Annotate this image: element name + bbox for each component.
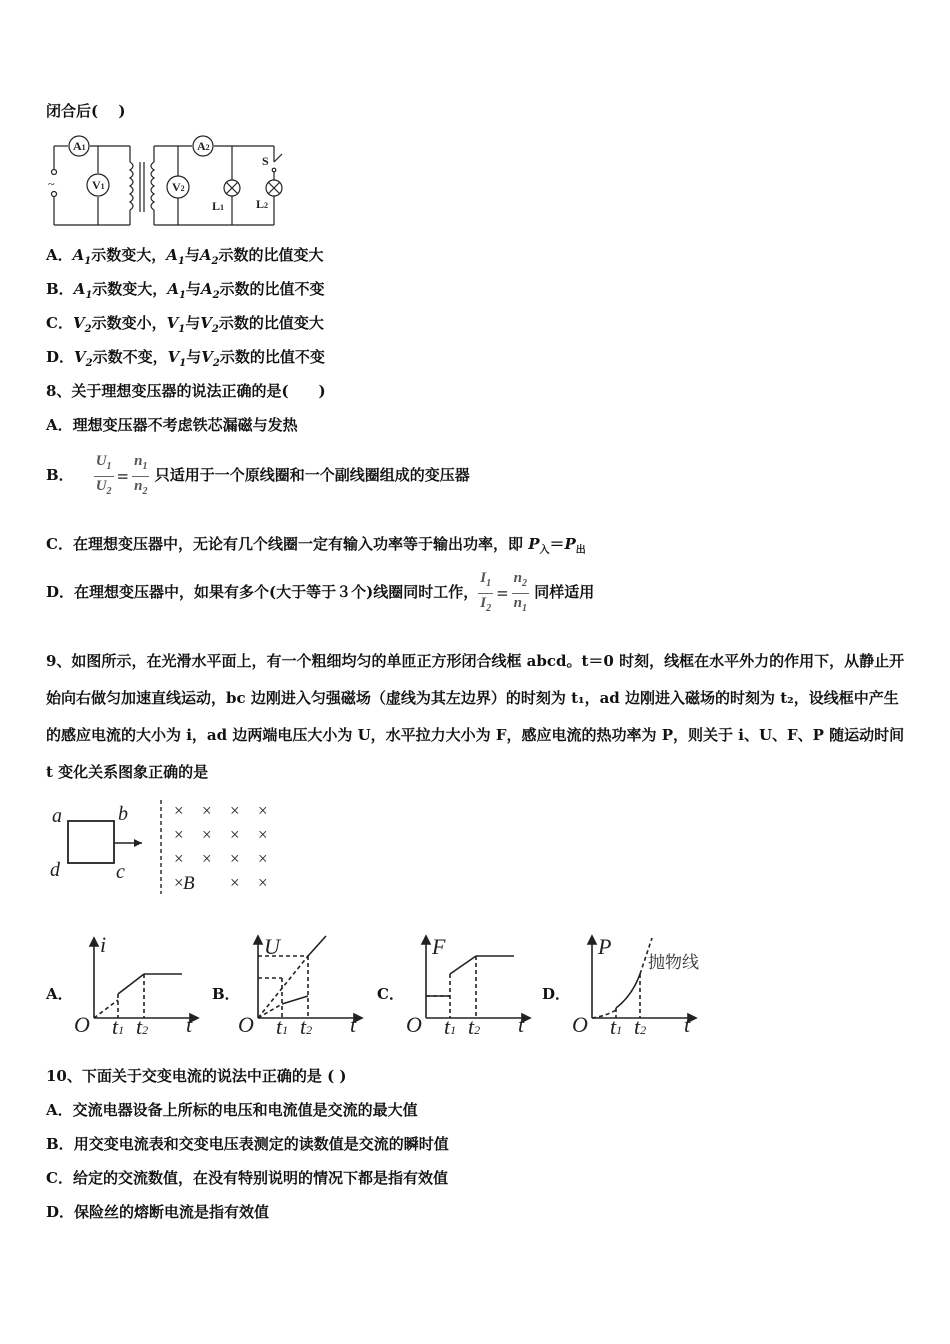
field-cross-icon: × bbox=[174, 849, 184, 868]
svg-text:L2: L2 bbox=[256, 197, 269, 211]
formula-n1-n2: $\frac{n_1}{n_2}$ bbox=[134, 452, 148, 497]
axis-t-label: t bbox=[350, 1012, 357, 1037]
svg-text:A1: A1 bbox=[73, 139, 86, 153]
svg-text:V1: V1 bbox=[92, 178, 105, 192]
loop-and-field-figure bbox=[44, 796, 284, 898]
axis-u-label: U bbox=[264, 934, 280, 959]
switch-s-label: S bbox=[262, 154, 269, 168]
q7-option-b[interactable]: B．$A_1$示数变大，$A_1$与$A_2$示数的比值不变 bbox=[46, 280, 325, 301]
ammeter-a2-label: A bbox=[197, 139, 206, 153]
q9-graph-b[interactable] bbox=[236, 930, 366, 1038]
q9-option-b-label[interactable]: B． bbox=[212, 985, 240, 1003]
q8-option-d[interactable]: D．在理想变压器中，如果有多个(大于等于３个)线圈同时工作， $\frac{I_1}{I_2}$ = $\frac{n_2}{n_1}$ 同样适用 bbox=[46, 568, 594, 616]
origin-o-label: O bbox=[572, 1012, 588, 1037]
svg-text:t2: t2 bbox=[136, 1014, 149, 1038]
formula-u1-u2: $\frac{U_1}{U_2}$ bbox=[95, 452, 112, 497]
t1-label: t bbox=[112, 1014, 119, 1038]
svg-text:V2: V2 bbox=[172, 180, 185, 194]
voltmeter-v1-label: V bbox=[92, 178, 101, 192]
axis-p-label: P bbox=[598, 934, 612, 959]
formula-n2-n1: $\frac{n_2}{n_1}$ bbox=[513, 569, 527, 614]
field-cross-icon: × bbox=[258, 825, 268, 844]
field-cross-icon: × bbox=[258, 801, 268, 820]
svg-text:t1: t1 bbox=[112, 1014, 125, 1038]
field-cross-icon: × bbox=[258, 849, 268, 868]
svg-text:t2: t2 bbox=[634, 1014, 647, 1038]
q10-option-c[interactable]: C．给定的交流数值，在没有特别说明的情况下都是指有效值 bbox=[46, 1169, 448, 1187]
lamp-l1-label: L bbox=[212, 199, 221, 213]
q10-option-a[interactable]: A．交流电器设备上所标的电压和电流值是交流的最大值 bbox=[46, 1101, 418, 1119]
q9-option-d-label[interactable]: D． bbox=[542, 985, 571, 1003]
transformer-circuit-diagram bbox=[44, 132, 294, 228]
svg-text:t2: t2 bbox=[300, 1014, 313, 1038]
q10-option-b[interactable]: B．用交变电流表和交变电压表测定的读数值是交流的瞬时值 bbox=[46, 1135, 449, 1153]
corner-d-label: d bbox=[50, 859, 60, 881]
corner-a-label: a bbox=[52, 805, 62, 827]
ammeter-a1-label: A bbox=[73, 139, 82, 153]
parabola-note: 抛物线 bbox=[648, 953, 699, 972]
q7-option-d[interactable]: D．$V_2$示数不变，$V_1$与$V_2$示数的比值不变 bbox=[46, 348, 325, 369]
q10-stem: 10、下面关于交变电流的说法中正确的是 ( ) bbox=[46, 1067, 347, 1085]
field-cross-icon: × bbox=[258, 873, 268, 892]
field-cross-icon: × bbox=[174, 801, 184, 820]
field-cross-icon: × bbox=[230, 825, 240, 844]
ac-source-icon: ~ bbox=[48, 177, 55, 191]
t2-label: t bbox=[634, 1014, 641, 1038]
svg-text:t1: t1 bbox=[276, 1014, 289, 1038]
axis-t-label: t bbox=[518, 1012, 525, 1037]
axis-i-label: i bbox=[100, 934, 107, 957]
q9-graph-d[interactable] bbox=[570, 930, 720, 1038]
field-cross-icon: × bbox=[230, 873, 240, 892]
t1-label: t bbox=[444, 1014, 451, 1038]
q8-option-c[interactable]: C．在理想变压器中，无论有几个线圈一定有输入功率等于输出功率，即 $P_入=P_出$ bbox=[46, 535, 586, 556]
q7-option-a[interactable]: A．$A_1$示数变大，$A_1$与$A_2$示数的比值变大 bbox=[46, 246, 324, 267]
svg-text:t1: t1 bbox=[610, 1014, 623, 1038]
q7-option-c[interactable]: C．$V_2$示数变小，$V_1$与$V_2$示数的比值变大 bbox=[46, 314, 324, 335]
q8-stem: 8、关于理想变压器的说法正确的是( ) bbox=[46, 382, 326, 400]
t2-label: t bbox=[468, 1014, 475, 1038]
svg-text:L1: L1 bbox=[212, 199, 225, 213]
q8-option-a[interactable]: A．理想变压器不考虑铁芯漏磁与发热 bbox=[46, 416, 298, 434]
field-cross-icon: × bbox=[202, 849, 212, 868]
field-cross-icon: × bbox=[230, 801, 240, 820]
q9-option-a-label[interactable]: A． bbox=[46, 985, 73, 1003]
t1-label: t bbox=[276, 1014, 283, 1038]
q9-graph-c[interactable] bbox=[404, 930, 534, 1038]
corner-b-label: b bbox=[118, 803, 128, 825]
origin-o-label: O bbox=[238, 1012, 254, 1037]
field-cross-icon: × bbox=[202, 825, 212, 844]
lamp-l2-label: L bbox=[256, 197, 265, 211]
t1-label: t bbox=[610, 1014, 617, 1038]
axis-f-label: F bbox=[432, 934, 446, 959]
svg-text:t2: t2 bbox=[468, 1014, 481, 1038]
t2-label: t bbox=[300, 1014, 307, 1038]
axis-t-label: t bbox=[684, 1012, 691, 1037]
q10-option-d[interactable]: D．保险丝的熔断电流是指有效值 bbox=[46, 1203, 270, 1221]
field-b-label: B bbox=[183, 873, 195, 894]
corner-c-label: c bbox=[116, 861, 125, 883]
origin-o-label: O bbox=[74, 1012, 90, 1037]
origin-o-label: O bbox=[406, 1012, 422, 1037]
t2-label: t bbox=[136, 1014, 143, 1038]
field-cross-icon: × bbox=[202, 801, 212, 820]
q8-option-b[interactable]: B． $\frac{U_1}{U_2}$ = $\frac{n_1}{n_2}$ 只适用于一个原线圈和一个副线圈组成的变压器 bbox=[46, 451, 470, 499]
svg-text:t1: t1 bbox=[444, 1014, 457, 1038]
intro-text: 闭合后( ) bbox=[46, 102, 126, 120]
axis-t-label: t bbox=[186, 1012, 193, 1037]
svg-text:A2: A2 bbox=[197, 139, 210, 153]
formula-i1-i2: $\frac{I_1}{I_2}$ bbox=[480, 569, 492, 614]
q9-graph-a[interactable] bbox=[72, 934, 202, 1038]
q9-option-c-label[interactable]: C． bbox=[377, 985, 404, 1003]
field-cross-icon: × bbox=[230, 849, 240, 868]
field-cross-icon: × bbox=[174, 825, 184, 844]
q9-stem: 9、如图所示，在光滑水平面上，有一个粗细均匀的单匝正方形闭合线框 abcd。t＝0 时刻，线框在水平外力的作用下，从静止开始向右做匀加速直线运动，bc 边刚进入匀强磁场（虚线为其左边界）的时刻为 t₁，ad 边刚进入磁场的时刻为 t₂，设线框中产生的感应电流的大小为 i，ad 边两端电压大小为 U，水平拉力大小为 F，感应电流的热功率为 P，则关于 i、U、F、P 随运动时间 t 变化关系图象正确的是 bbox=[46, 652, 905, 781]
field-cross-icon: × bbox=[174, 873, 184, 892]
voltmeter-v2-label: V bbox=[172, 180, 181, 194]
